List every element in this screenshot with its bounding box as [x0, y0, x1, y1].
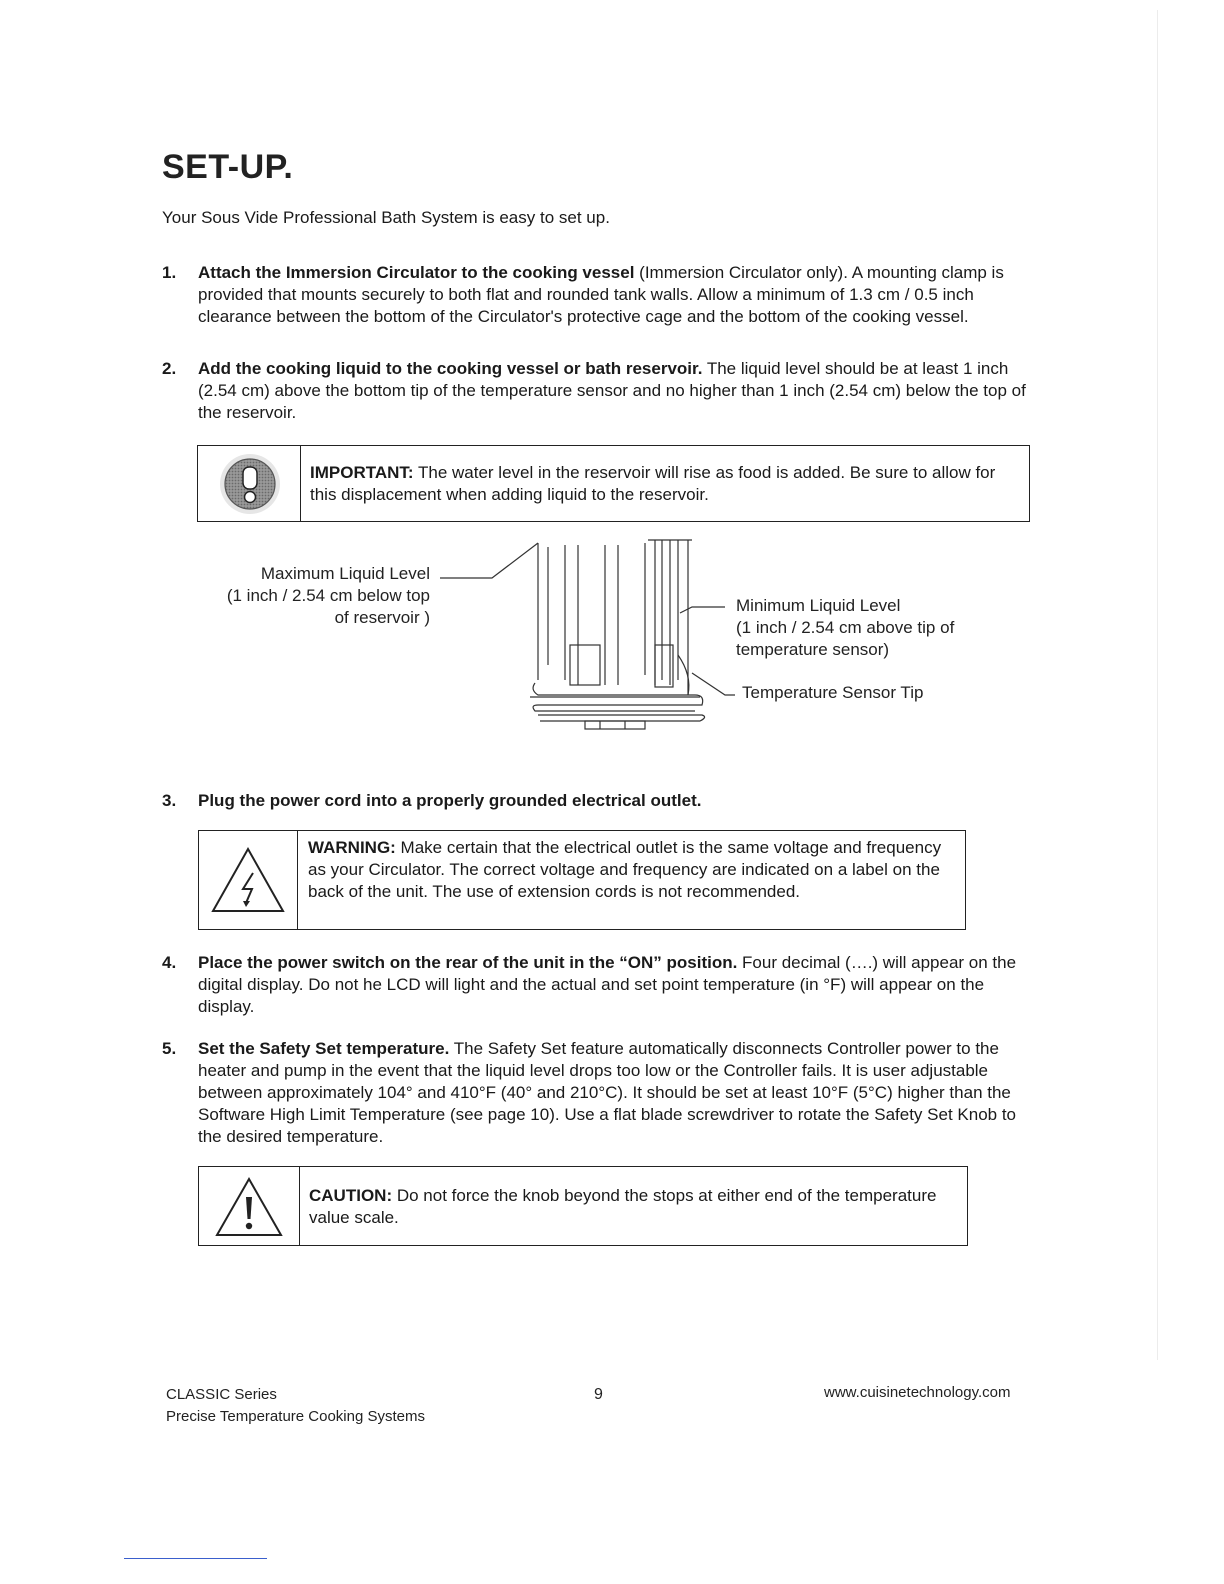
- warning-label: WARNING:: [308, 838, 396, 857]
- caution-label: CAUTION:: [309, 1186, 393, 1205]
- page-title: SET-UP.: [162, 148, 294, 186]
- important-text: [310, 462, 1017, 506]
- bottom-edge-line: [124, 1558, 267, 1559]
- sensor-tip-label: Temperature Sensor Tip: [742, 683, 924, 702]
- min-level-leader: [680, 607, 725, 613]
- caution-icon-cell: [199, 1167, 300, 1245]
- circulator-diagram: [430, 535, 740, 740]
- warning-notice: [198, 830, 966, 930]
- step-text: The liquid level should be at least 1 inch (2.54 cm) above the bottom tip of the temperature sensor and no higher than 1 inch (2.54 cm) below the top of the reservoir.: [198, 359, 1026, 422]
- step-2: [162, 358, 1032, 424]
- important-body: The water level in the reservoir will rise as food is added. Be sure to allow for this displacement when adding liquid to the reservoir.: [310, 463, 996, 504]
- scan-edge-line: [1157, 10, 1158, 1360]
- step-number: 1.: [162, 263, 177, 282]
- step-1: [162, 262, 1032, 328]
- sensor-tip-leader: [692, 673, 735, 695]
- step-5: [162, 1038, 1030, 1148]
- step-4: [162, 952, 1028, 1018]
- footer-series: CLASSIC Series: [166, 1386, 277, 1403]
- step-heading: Place the power switch on the rear of the unit in the “ON” position.: [198, 953, 738, 972]
- intro-text: Your Sous Vide Professional Bath System is easy to set up.: [162, 208, 610, 227]
- caution-body: Do not force the knob beyond the stops at either end of the temperature value scale.: [309, 1186, 937, 1227]
- warning-text: [308, 837, 953, 903]
- step-heading: Set the Safety Set temperature.: [198, 1039, 450, 1058]
- important-icon-cell: [198, 446, 301, 521]
- min-level-line2: (1 inch / 2.54 cm above tip of: [736, 618, 955, 637]
- max-level-label: [200, 563, 430, 629]
- electric-shock-warning-icon: [199, 831, 297, 929]
- step-number: 3.: [162, 791, 177, 810]
- step-heading: Plug the power cord into a properly grounded electrical outlet.: [198, 791, 702, 810]
- max-level-line3: of reservoir ): [334, 608, 430, 627]
- caution-notice: [198, 1166, 968, 1246]
- step-text: Four decimal (….) will appear on the digital display. Do not he LCD will light and the actual and set point temperature (in °F) will appear on the display.: [198, 953, 1017, 1016]
- caution-exclamation-triangle-icon: [199, 1167, 299, 1245]
- step-heading: Attach the Immersion Circulator to the cooking vessel: [198, 263, 635, 282]
- warning-icon-cell: [199, 831, 298, 929]
- min-level-line3: temperature sensor): [736, 640, 890, 659]
- page-number: 9: [594, 1386, 603, 1403]
- important-label: IMPORTANT:: [310, 463, 414, 482]
- important-notice: [197, 445, 1030, 522]
- step-number: 5.: [162, 1039, 177, 1058]
- caution-text: [309, 1185, 955, 1229]
- exclamation-circle-icon: [198, 446, 300, 521]
- footer-subtitle: Precise Temperature Cooking Systems: [166, 1408, 425, 1425]
- step-text: The Safety Set feature automatically disconnects Controller power to the heater and pump in the event that the liquid level drops too low or the Controller fails. It is user adjustable between approximately 104° and 410°F (40° and 210°C). It should be set at least 10°F (5°C) higher than the Software High Limit Temperature (see page 10). Use a flat blade screwdriver to rotate the Safety Set Knob to the desired temperature.: [198, 1039, 1017, 1146]
- step-3: [162, 790, 1032, 812]
- max-level-line1: Maximum Liquid Level: [260, 564, 430, 583]
- max-level-line2: (1 inch / 2.54 cm below top: [226, 586, 430, 605]
- step-text: (Immersion Circulator only). A mounting clamp is provided that mounts securely to both flat and rounded tank walls. Allow a minimum of 1.3 cm / 0.5 inch clearance between the bottom of the Circulator's protective cage and the bottom of the cooking vessel.: [198, 263, 1004, 326]
- step-heading: Add the cooking liquid to the cooking vessel or bath reservoir.: [198, 359, 703, 378]
- min-level-line1: Minimum Liquid Level: [736, 596, 901, 615]
- footer-website: www.cuisinetechnology.com: [824, 1384, 1011, 1401]
- step-number: 4.: [162, 953, 177, 972]
- footer-left: [166, 1384, 425, 1428]
- min-level-label: [736, 595, 954, 661]
- max-level-leader: [440, 543, 538, 578]
- warning-body: Make certain that the electrical outlet is the same voltage and frequency as your Circulator. The correct voltage and frequency are indicated on a label on the back of the unit. The use of extension cords is not recommended.: [308, 838, 942, 901]
- step-number: 2.: [162, 359, 177, 378]
